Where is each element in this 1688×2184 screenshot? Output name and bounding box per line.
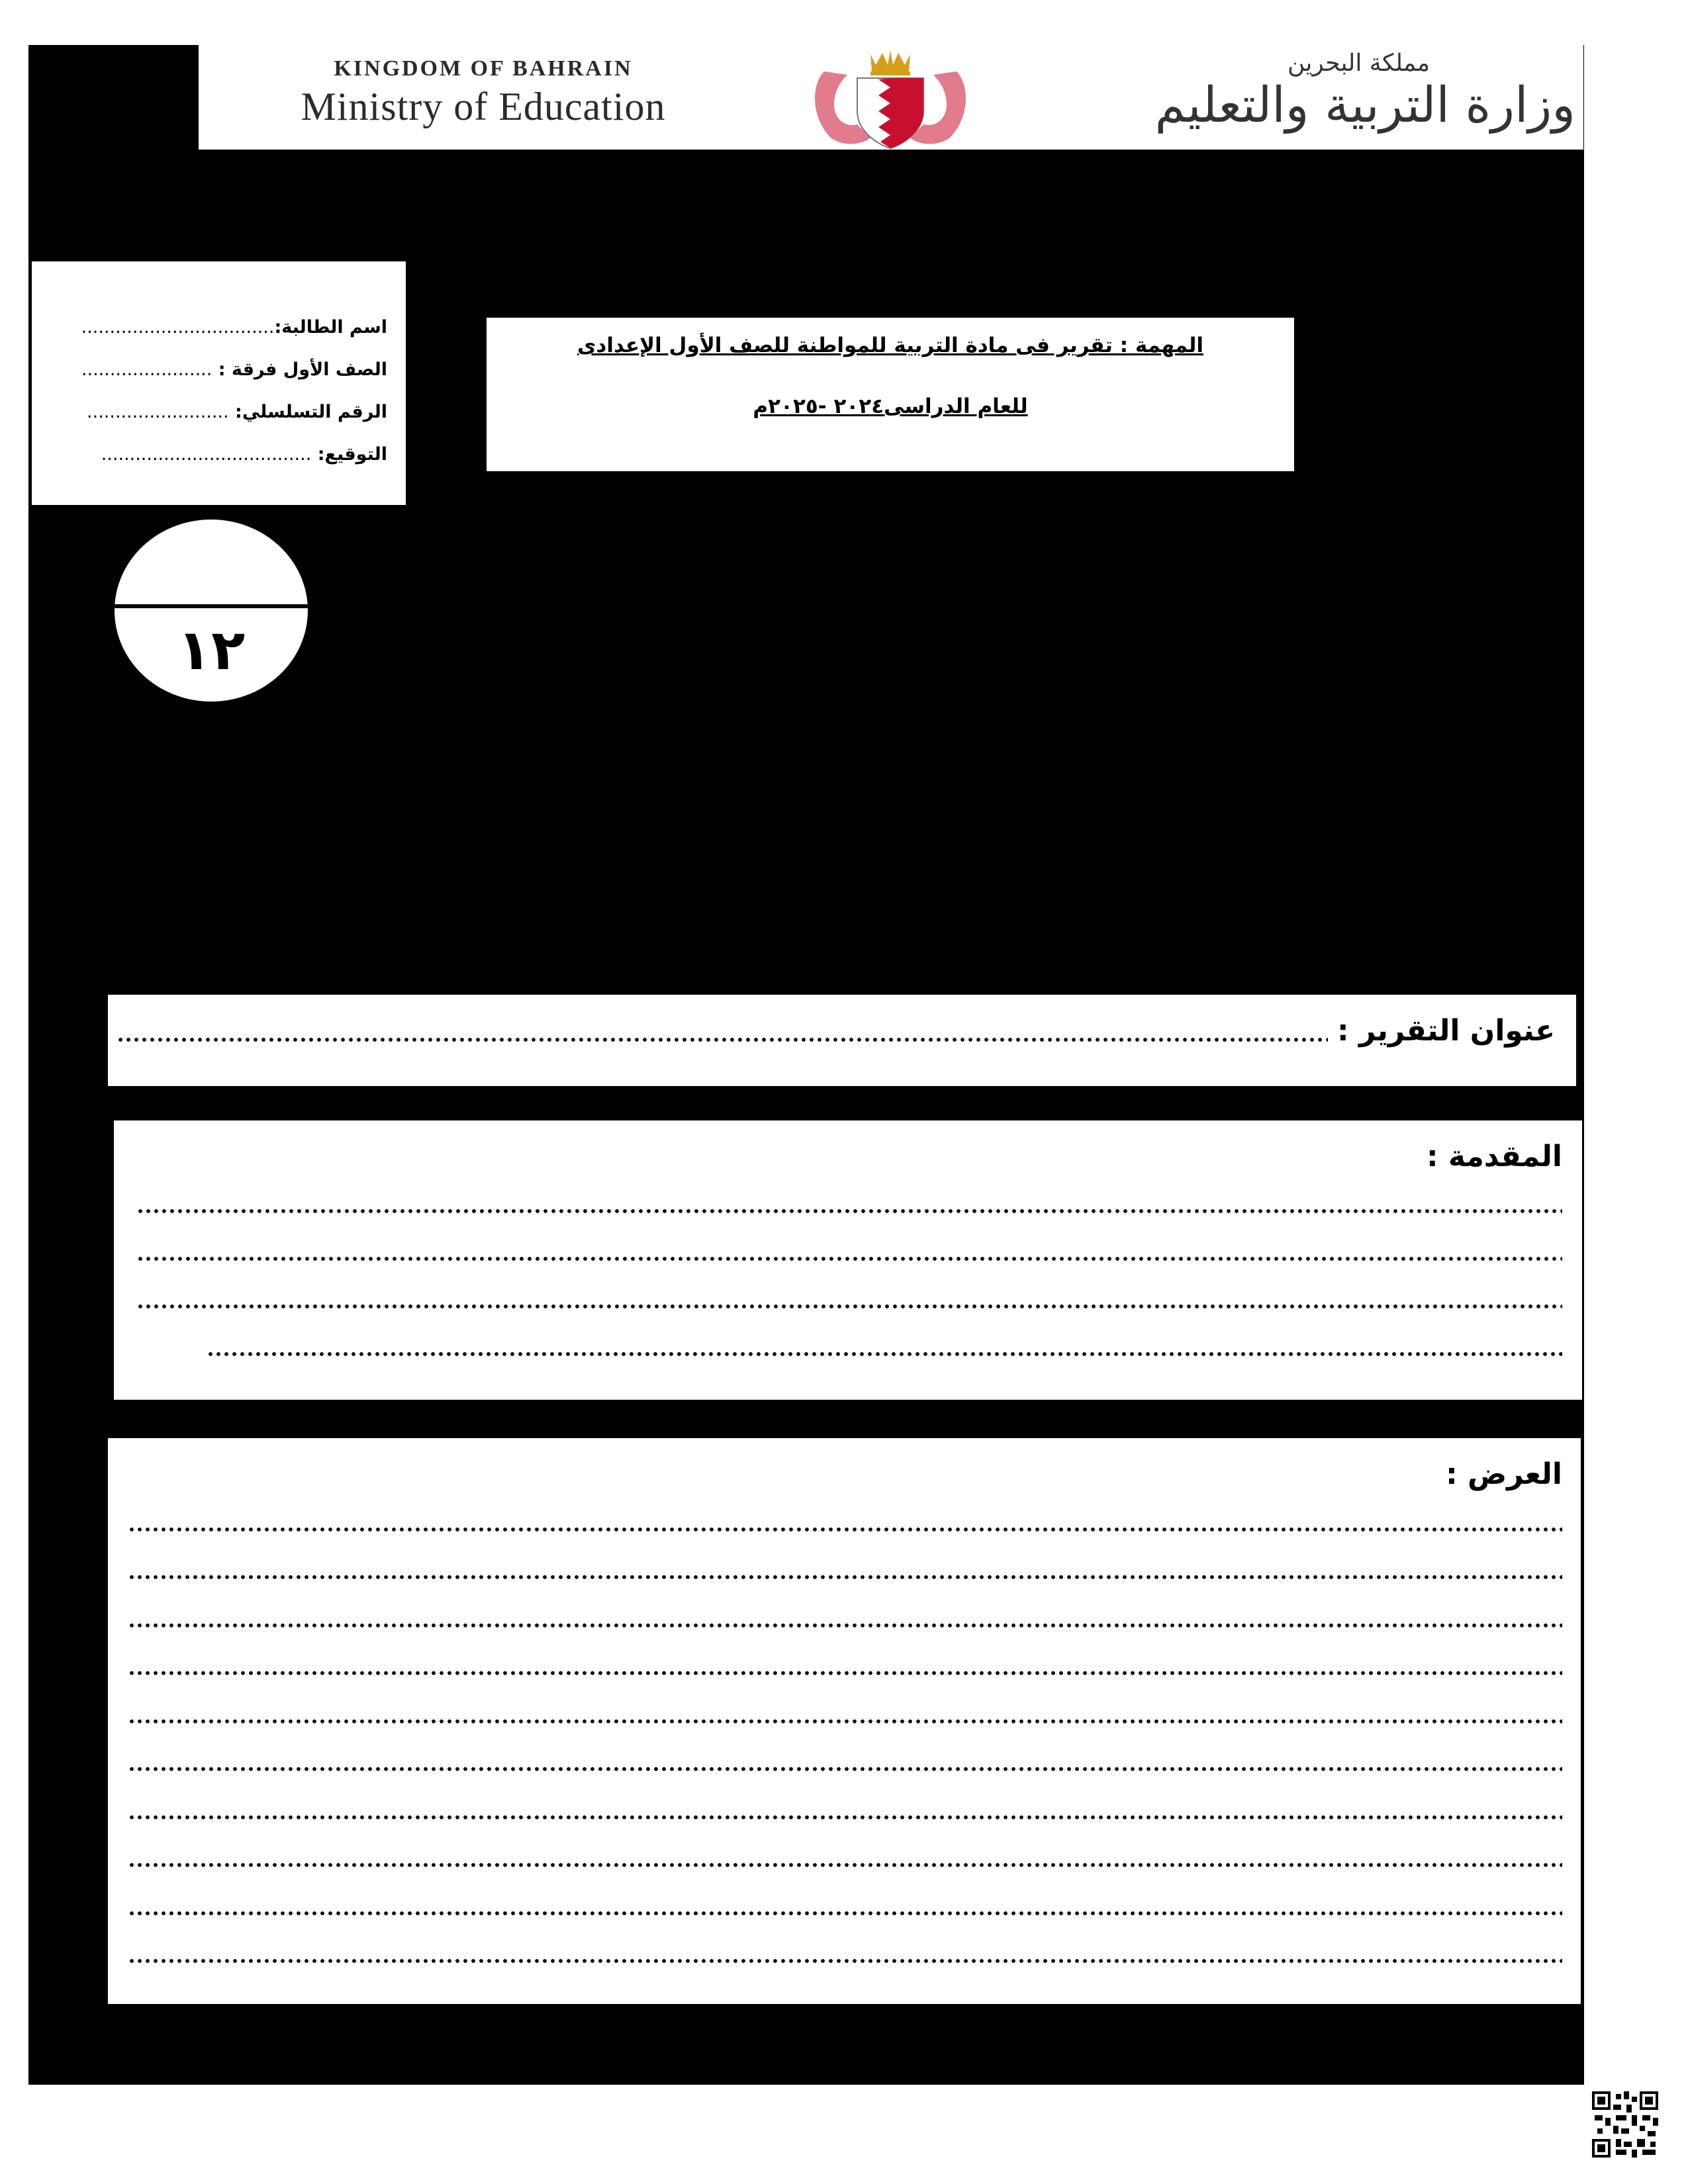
student-serial-row[interactable] <box>32 391 387 433</box>
body-line[interactable] <box>128 1786 1562 1834</box>
student-class-label: الصف الأول فرقة : <box>218 359 387 380</box>
student-name-label: اسم الطالبة: <box>274 317 387 338</box>
student-signature-label: التوقيع: <box>317 444 387 465</box>
student-name-field[interactable]: .................................. <box>81 317 275 338</box>
report-title-label: عنوان التقرير : <box>1337 1014 1555 1048</box>
report-title-box <box>108 995 1576 1086</box>
body-line[interactable] <box>128 1690 1562 1738</box>
body-line[interactable] <box>128 1738 1562 1786</box>
report-title-row[interactable] <box>108 1008 1555 1054</box>
grade-total: ١٢ <box>177 617 246 682</box>
introduction-line[interactable] <box>136 1180 1562 1228</box>
header-english <box>199 56 768 130</box>
body-section-label: العرض : <box>1446 1457 1562 1491</box>
body-line[interactable] <box>128 1930 1562 1978</box>
introduction-line[interactable] <box>136 1228 1562 1275</box>
student-name-row[interactable] <box>32 306 387 349</box>
body-section-box <box>108 1438 1581 2004</box>
header-arabic <box>1006 50 1575 134</box>
student-signature-row[interactable] <box>32 433 387 476</box>
introduction-box <box>114 1120 1582 1400</box>
kingdom-name-en: KINGDOM OF BAHRAIN <box>334 56 633 81</box>
bahrain-crest-logo-icon <box>804 45 976 150</box>
qr-code-icon <box>1592 2091 1658 2158</box>
student-serial-field[interactable]: ......................... <box>87 402 229 422</box>
body-line[interactable] <box>128 1546 1562 1594</box>
task-box <box>487 318 1294 471</box>
body-line[interactable] <box>128 1882 1562 1930</box>
introduction-label: المقدمة : <box>1426 1140 1562 1173</box>
ministry-name-en: Ministry of Education <box>301 85 666 128</box>
body-line[interactable] <box>128 1834 1562 1882</box>
kingdom-name-ar: مملكة البحرين <box>1288 50 1430 77</box>
introduction-line[interactable] <box>136 1275 1562 1323</box>
ministry-name-ar: وزارة التربية والتعليم <box>1154 77 1575 134</box>
introduction-line[interactable] <box>207 1323 1562 1371</box>
student-info-box <box>32 261 406 505</box>
student-class-row[interactable] <box>32 349 387 391</box>
student-class-field[interactable]: ....................... <box>81 359 212 380</box>
body-line[interactable] <box>128 1498 1562 1546</box>
student-signature-field[interactable]: ..................................... <box>101 444 312 465</box>
grade-circle[interactable] <box>115 520 308 702</box>
report-title-field[interactable] <box>117 1019 1328 1046</box>
body-line[interactable] <box>128 1594 1562 1642</box>
student-serial-label: الرقم التسلسلي: <box>235 402 387 422</box>
body-line[interactable] <box>128 1642 1562 1690</box>
academic-year: للعام الدراسى٢٠٢٤ -٢٠٢٥م <box>753 394 1028 418</box>
task-title: المهمة : تقرير فى مادة التربية للمواطنة للصف الأول الإعدادى <box>577 334 1203 357</box>
grade-divider <box>115 604 308 608</box>
